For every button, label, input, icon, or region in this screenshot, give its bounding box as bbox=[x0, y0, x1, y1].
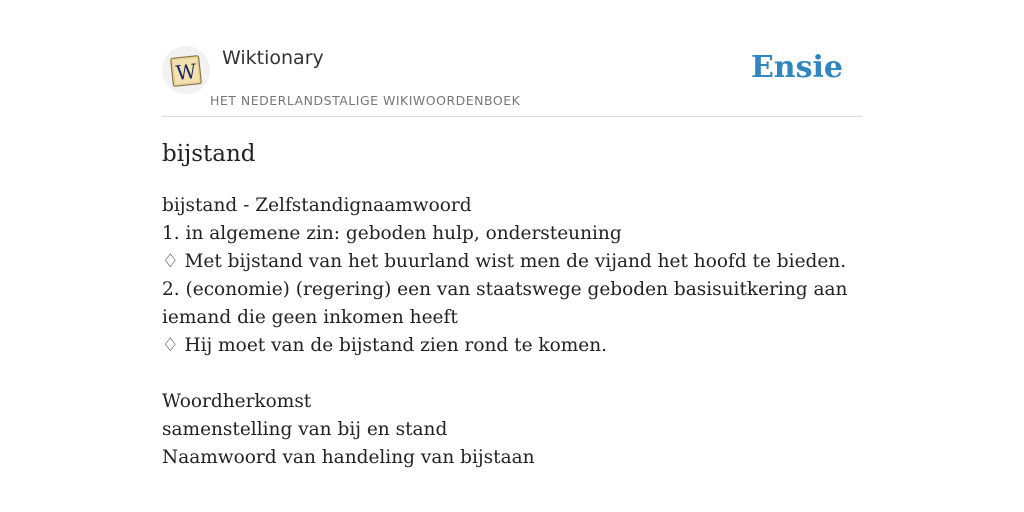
definition-line: 2. (economie) (regering) een van staatswege geboden basisuitkering aan iemand die geen inkomen heeft bbox=[162, 279, 848, 328]
example-line: ♢ Met bijstand van het buurland wist men de vijand het hoofd te bieden. bbox=[162, 251, 847, 272]
site-title[interactable]: Wiktionary bbox=[222, 47, 324, 69]
etymology-line: Naamwoord van handeling van bijstaan bbox=[162, 447, 535, 468]
etymology-line: samenstelling van bij en stand bbox=[162, 419, 448, 440]
ensie-brand-link[interactable]: Ensie bbox=[750, 50, 843, 85]
example-line: ♢ Hij moet van de bijstand zien rond te komen. bbox=[162, 335, 608, 356]
svg-text:W: W bbox=[174, 58, 198, 86]
etymology-heading: Woordherkomst bbox=[162, 391, 312, 412]
site-header bbox=[162, 44, 862, 117]
definition-line: 1. in algemene zin: geboden hulp, ondersteuning bbox=[162, 223, 622, 244]
site-tagline: HET NEDERLANDSTALIGE WIKIWOORDENBOEK bbox=[210, 93, 521, 108]
spacer bbox=[162, 360, 862, 388]
part-of-speech-line: bijstand - Zelfstandignaamwoord bbox=[162, 195, 472, 216]
wiktionary-logo-icon[interactable] bbox=[162, 46, 210, 94]
word-title: bijstand bbox=[162, 141, 256, 167]
entry-body bbox=[162, 192, 862, 472]
